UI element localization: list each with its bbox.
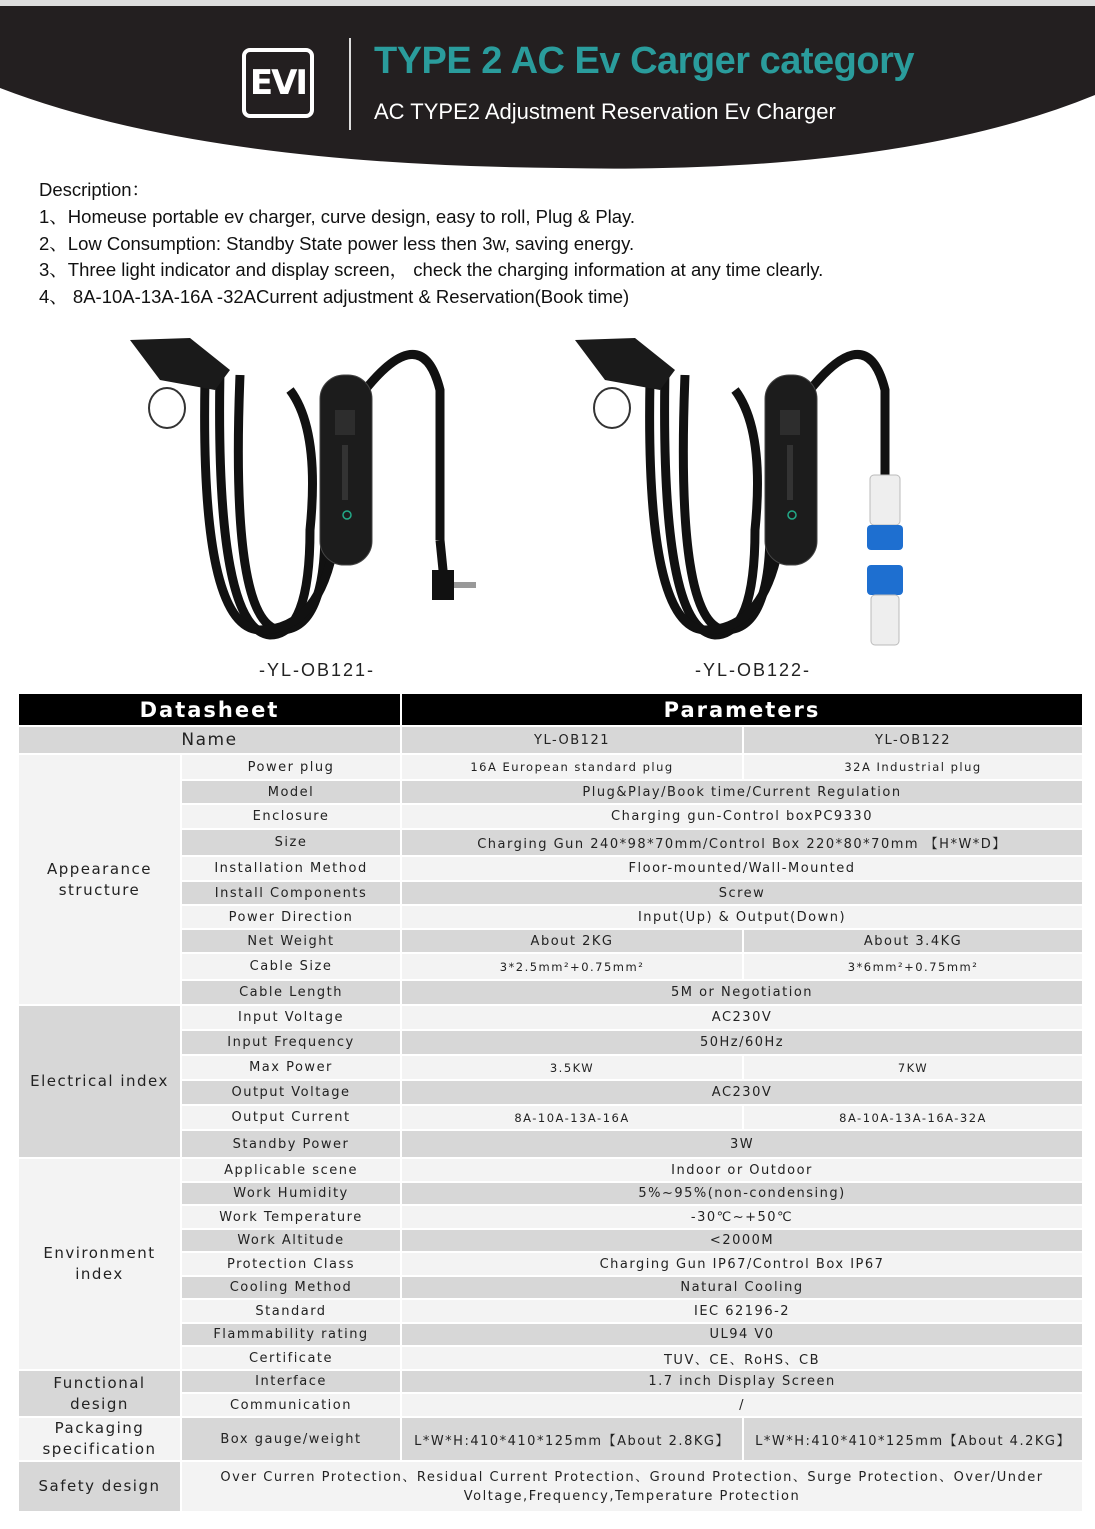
group-label: Electrical index (19, 1006, 180, 1157)
row-label: Input Frequency (182, 1031, 400, 1054)
row-value: UL94 V0 (402, 1324, 1082, 1345)
row-label: Standard (182, 1300, 400, 1322)
row-value: AC230V (402, 1081, 1082, 1104)
row-value: / (402, 1394, 1082, 1416)
row-value: 50Hz/60Hz (402, 1031, 1082, 1054)
row-label: Model (182, 781, 400, 803)
name-label: Name (19, 727, 400, 753)
brand-logo: EVI (242, 48, 314, 118)
row-value: Over Curren Protection、Residual Current Protection、Ground Protection、Surge Protection、Over/Under Voltage,Frequency,Temperature Protection (182, 1462, 1082, 1511)
row-label: Power plug (182, 755, 400, 779)
row-value: <2000M (402, 1230, 1082, 1251)
row-value: 5M or Negotiation (402, 981, 1082, 1004)
table-row (19, 1006, 1082, 1029)
row-label: Certificate (182, 1347, 400, 1369)
table-header-row (19, 694, 1082, 725)
row-value: 16A European standard plug (402, 755, 742, 779)
row-label: Cable Length (182, 981, 400, 1004)
row-value: Plug&Play/Book time/Current Regulation (402, 781, 1082, 803)
table-row (19, 1159, 1082, 1181)
row-label: Cable Size (182, 954, 400, 979)
row-label: Flammability rating (182, 1324, 400, 1345)
row-label: Max Power (182, 1056, 400, 1079)
row-value: 1.7 inch Display Screen (402, 1371, 1082, 1392)
row-label: Communication (182, 1394, 400, 1416)
product-image-yl-ob122 (565, 330, 945, 650)
row-value: L*W*H:410*410*125mm【About 4.2KG】 (744, 1418, 1082, 1460)
product-caption: -YL-OB121- (259, 660, 376, 680)
datasheet-header: Datasheet (19, 694, 400, 725)
row-label: Box gauge/weight (182, 1418, 400, 1460)
row-value: 7KW (744, 1056, 1082, 1079)
description-item: 1、Homeuse portable ev charger, curve design, easy to roll, Plug & Play. (39, 205, 636, 227)
row-label: Installation Method (182, 857, 400, 880)
row-label: Protection Class (182, 1253, 400, 1275)
row-label: Net Weight (182, 930, 400, 952)
row-value: 5%~95%(non-condensing) (402, 1183, 1082, 1204)
table-row (19, 1371, 1082, 1392)
group-label: Appearance structure (19, 755, 180, 1004)
row-value: 32A Industrial plug (744, 755, 1082, 779)
row-value: 3W (402, 1131, 1082, 1157)
row-value: -30℃~+50℃ (402, 1206, 1082, 1228)
row-label: Enclosure (182, 805, 400, 828)
header-divider (349, 38, 351, 130)
table-row (19, 1462, 1082, 1511)
group-label: Packaging specification (19, 1418, 180, 1460)
row-value: Floor-mounted/Wall-Mounted (402, 857, 1082, 880)
description-item: 4、 8A-10A-13A-16A -32ACurrent adjustment & Reservation(Book time) (39, 286, 630, 308)
row-value: IEC 62196-2 (402, 1300, 1082, 1322)
group-label: Safety design (19, 1462, 180, 1511)
row-label: Interface (182, 1371, 400, 1392)
row-value: 3*2.5mm²+0.75mm² (402, 954, 742, 979)
description-item: 3、Three light indicator and display screen， check the charging information at any time clearly. (39, 259, 824, 281)
row-label: Work Altitude (182, 1230, 400, 1251)
row-label: Work Humidity (182, 1183, 400, 1204)
row-value: Indoor or Outdoor (402, 1159, 1082, 1181)
datasheet-table (17, 692, 1084, 1513)
name-row (19, 727, 1082, 753)
product-caption: -YL-OB122- (695, 660, 812, 680)
row-label: Input Voltage (182, 1006, 400, 1029)
table-row (19, 755, 1082, 779)
row-label: Standby Power (182, 1131, 400, 1157)
group-label: Functional design (19, 1371, 180, 1416)
row-value: 8A-10A-13A-16A-32A (744, 1106, 1082, 1129)
row-label: Output Voltage (182, 1081, 400, 1104)
row-value: 8A-10A-13A-16A (402, 1106, 742, 1129)
row-label: Power Direction (182, 906, 400, 928)
header-banner (0, 0, 1095, 175)
description-item: 2、Low Consumption: Standby State power less then 3w, saving energy. (39, 232, 635, 254)
row-value: Charging gun-Control boxPC9330 (402, 805, 1082, 828)
row-label: Work Temperature (182, 1206, 400, 1228)
row-value: Screw (402, 882, 1082, 904)
row-label: Cooling Method (182, 1277, 400, 1298)
description-heading: Description： (39, 179, 151, 200)
row-value: TUV、CE、RoHS、CB (402, 1347, 1082, 1369)
row-value: L*W*H:410*410*125mm【About 2.8KG】 (402, 1418, 742, 1460)
product-image-yl-ob121 (120, 330, 500, 650)
parameters-header: Parameters (402, 694, 1082, 725)
group-label: Environment index (19, 1159, 180, 1369)
row-value: AC230V (402, 1006, 1082, 1029)
row-value: Charging Gun IP67/Control Box IP67 (402, 1253, 1082, 1275)
row-label: Size (182, 830, 400, 855)
row-value: About 3.4KG (744, 930, 1082, 952)
page-subtitle: AC TYPE2 Adjustment Reservation Ev Charger (374, 99, 836, 124)
row-value: 3.5KW (402, 1056, 742, 1079)
row-label: Install Components (182, 882, 400, 904)
name-value: YL-OB122 (744, 727, 1082, 753)
description (39, 177, 823, 311)
row-value: Charging Gun 240*98*70mm/Control Box 220*80*70mm 【H*W*D】 (402, 830, 1082, 855)
row-value: 3*6mm²+0.75mm² (744, 954, 1082, 979)
row-label: Output Current (182, 1106, 400, 1129)
row-value: Input(Up) & Output(Down) (402, 906, 1082, 928)
page-title: TYPE 2 AC Ev Carger category (374, 40, 915, 82)
row-value: Natural Cooling (402, 1277, 1082, 1298)
row-value: About 2KG (402, 930, 742, 952)
name-value: YL-OB121 (402, 727, 742, 753)
table-row (19, 1418, 1082, 1460)
row-label: Applicable scene (182, 1159, 400, 1181)
